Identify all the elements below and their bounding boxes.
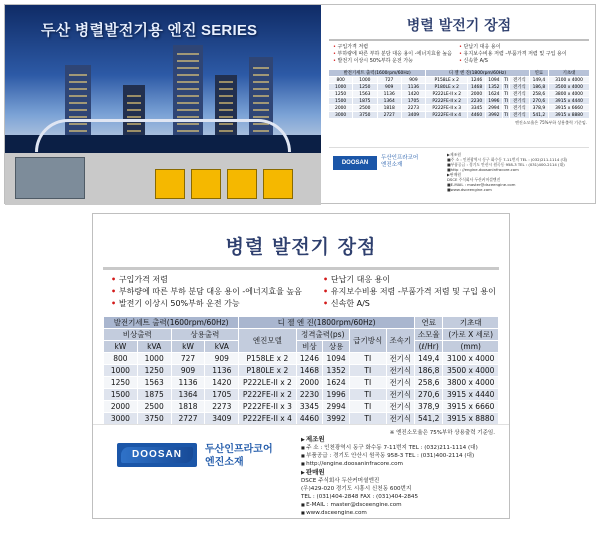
table-cell: 1250 (104, 377, 138, 389)
table-cell: P222FE-II x 2 (426, 98, 468, 105)
table-cell: P180LE x 2 (239, 365, 296, 377)
contact-line: DSCE 주식회사 두산커머셜엔진 (447, 177, 501, 182)
table-cell: 1364 (171, 389, 205, 401)
table-cell: 1246 (468, 77, 485, 84)
table-cell: 1246 (296, 353, 323, 365)
table-cell: P222FE-II x 2 (239, 389, 296, 401)
table-cell: 3100 x 4000 (443, 353, 499, 365)
table-cell: 전기식 (386, 353, 414, 365)
table-cell: 3100 x 4000 (549, 77, 590, 84)
table-cell: 3409 (401, 112, 425, 119)
table-cell: 2000 (296, 377, 323, 389)
table-cell: 2230 (296, 389, 323, 401)
mini-header: 연료 (529, 70, 548, 77)
table-cell: 2994 (485, 105, 502, 112)
company-name: 두산인프라코어 (205, 444, 273, 455)
company-name: 두산인프라코어 (381, 155, 419, 161)
features-list (93, 274, 509, 310)
table-cell: 3345 (468, 105, 485, 112)
table-cell: P222FE-II x 3 (239, 401, 296, 413)
table-cell: P158LE x 2 (426, 77, 468, 84)
mini-feature: • 유지보수비용 저렴 -부품가격 저렴 및 구입 용이 (459, 51, 585, 58)
maker-line: ■ 주 소 : 인천광역시 동구 화수동 7-11번지 TEL : (032)211-1114 (대) (301, 444, 501, 452)
table-cell: 1094 (323, 353, 350, 365)
table-cell: 3500 x 4000 (443, 365, 499, 377)
contact-line: ■www.dsceengine.com (447, 187, 492, 192)
table-cell: P180LE x 2 (426, 84, 468, 91)
table-cell: 1624 (323, 377, 350, 389)
table-cell: 1624 (485, 91, 502, 98)
table-cell: 전기식 (386, 365, 414, 377)
card-footer (93, 424, 509, 518)
table-row (329, 91, 590, 98)
table-cell: 1500 (104, 389, 138, 401)
contact-line: ▶판매원 (447, 172, 461, 177)
table-cell: TI (504, 91, 509, 97)
table-cell: 1000 (329, 84, 353, 91)
contact-line: ■E-MAIL : master@dsceengine.com (447, 182, 516, 187)
mini-header: 기초대 (549, 70, 590, 77)
mini-feature: • 구입가격 저렴 (333, 44, 459, 51)
table-row (329, 105, 590, 112)
table-cell: 3915 x 6660 (443, 401, 499, 413)
header-governor: 조속기 (386, 329, 414, 353)
table-cell: 3915 x 8880 (443, 413, 499, 425)
header-standby: 비상출력 (104, 329, 172, 341)
table-cell: 1420 (205, 377, 239, 389)
table-cell: 186,8 (529, 84, 548, 91)
table-cell: 1420 (401, 91, 425, 98)
table-cell: 1250 (353, 84, 377, 91)
table-cell: P222LE-II x 2 (239, 377, 296, 389)
table-cell: 149,4 (529, 77, 548, 84)
maker-heading: ▶ 제조원 (301, 435, 501, 444)
table-cell: 1996 (485, 98, 502, 105)
table-row (329, 84, 590, 91)
mini-header: 발전기세트 출력(1600rpm/60Hz) (329, 70, 426, 77)
header-diesel: 디 젤 엔 진(1800rpm/60Hz) (239, 317, 415, 329)
table-cell: 800 (104, 353, 138, 365)
mini-features (323, 44, 595, 65)
mini-note: 엔진소모율은 75%부하 상용출력 기준임. (515, 120, 587, 125)
logo-text: DOOSAN (132, 449, 182, 460)
table-cell: 3915 x 4440 (443, 389, 499, 401)
table-cell: 3750 (137, 413, 171, 425)
mini-feature: • 단납기 대응 용이 (459, 44, 585, 51)
table-cell: 1136 (205, 365, 239, 377)
table-cell: 2000 (329, 105, 353, 112)
table-cell: 2000 (468, 91, 485, 98)
table-cell: 1875 (137, 389, 171, 401)
table-cell: 전기식 (510, 98, 530, 105)
unit-fuel: (ℓ/Hr) (415, 341, 443, 353)
header-fuel-2: 소모율 (415, 329, 443, 341)
table-cell: P222FE-II x 4 (239, 413, 296, 425)
unit-kva: kVA (137, 341, 171, 353)
table-cell: 3000 (104, 413, 138, 425)
table-cell: 149,4 (415, 353, 443, 365)
header-fuel: 연료 (415, 317, 443, 329)
table-cell: 3915 x 8880 (549, 112, 590, 119)
table-cell: 1000 (104, 365, 138, 377)
table-row (104, 377, 499, 389)
table-cell: 2994 (323, 401, 350, 413)
table-cell: 1000 (137, 353, 171, 365)
table-cell: 186,8 (415, 365, 443, 377)
header-model: 엔진모델 (239, 329, 296, 353)
table-cell: 2727 (171, 413, 205, 425)
table-cell: 1996 (323, 389, 350, 401)
table-cell: TI (349, 365, 386, 377)
table-cell: 전기식 (386, 377, 414, 389)
table-cell: 258,6 (415, 377, 443, 389)
mini-spec-sheet (323, 5, 595, 205)
table-cell: 3915 x 4440 (549, 98, 590, 105)
division-name: 엔진소재 (205, 457, 244, 468)
seller-line: TEL : (031)404-2848 FAX : (031)404-2845 (301, 494, 419, 500)
contact-line: ■부품공급 : 경기도 안산시 원곡동 958-3 TEL : (031)400-2114 (대) (447, 162, 565, 167)
engine-room (5, 153, 321, 205)
top-banner (4, 4, 596, 204)
mini-header: 디 젤 엔 진(1800rpm/60Hz) (426, 70, 530, 77)
company-name-block (205, 443, 273, 469)
seller-heading: ▶ 판매원 (301, 468, 501, 477)
table-row (329, 112, 590, 119)
table-cell: 전기식 (510, 84, 530, 91)
table-cell: 378,9 (415, 401, 443, 413)
mini-company-name (381, 155, 418, 169)
table-cell: 1705 (205, 389, 239, 401)
page-title: 병렬 발전기 장점 (225, 236, 377, 258)
table-cell: 1364 (377, 98, 401, 105)
table-cell: 1563 (137, 377, 171, 389)
table-cell: 4460 (296, 413, 323, 425)
header-base: 기초대 (443, 317, 499, 329)
table-cell: TI (349, 377, 386, 389)
unit-kw: kW (171, 341, 205, 353)
mini-contact (447, 152, 567, 192)
table-cell: 270,6 (529, 98, 548, 105)
table-cell: P158LE x 2 (239, 353, 296, 365)
header-gen-set: 발전기세트 출력(1600rpm/60Hz) (104, 317, 239, 329)
mini-feature: • 부하량에 따른 부하 분담 대응 용이 -에너지효율 높음 (333, 51, 459, 58)
table-cell: 541,2 (415, 413, 443, 425)
contact-line: ■http : //engine.doosaninfracore.com (447, 167, 519, 172)
table-cell: 3409 (205, 413, 239, 425)
table-cell: 270,6 (415, 389, 443, 401)
table-cell: 909 (171, 365, 205, 377)
unit-kva: kVA (205, 341, 239, 353)
table-cell: 2500 (353, 105, 377, 112)
table-cell: 전기식 (510, 77, 530, 84)
contact-line: ■주 소 : 인천광역시 동구 화수동 7-11번지 TEL : (032)211-1114 (대) (447, 157, 568, 162)
photo-title: 두산 병렬발전기용 엔진 SERIES (41, 22, 258, 39)
table-cell: 3750 (353, 112, 377, 119)
table-cell: 1818 (171, 401, 205, 413)
mini-feature: • 발전기 이상시 50%부하 운전 가능 (333, 58, 459, 65)
table-cell: 1705 (401, 98, 425, 105)
contact-info (301, 435, 501, 517)
table-cell: 378,9 (529, 105, 548, 112)
website-link[interactable]: ■ http://engine.doosaninfracore.com (301, 460, 501, 468)
table-cell: TI (349, 353, 386, 365)
table-cell: P222FE-II x 4 (426, 112, 468, 119)
feature-item: • 부하량에 따른 부하 분담 대응 용이 -에너지효율 높음 (111, 286, 323, 298)
feature-item: • 발전기 이상시 50%부하 운전 가능 (111, 298, 323, 310)
table-cell: 3500 x 4000 (549, 84, 590, 91)
table-cell: 1875 (353, 98, 377, 105)
table-cell: 3345 (296, 401, 323, 413)
table-cell: 전기식 (510, 91, 530, 98)
unit-kw: kW (104, 341, 138, 353)
feature-item: • 구입가격 저렴 (111, 274, 323, 286)
table-cell: 3800 x 4000 (549, 91, 590, 98)
header-prime: 상용출력 (171, 329, 239, 341)
table-cell: 2727 (377, 112, 401, 119)
table-cell: 전기식 (510, 105, 530, 112)
table-cell: 727 (171, 353, 205, 365)
mini-feature: • 신속한 A/S (459, 58, 585, 65)
seller-name: DSCE 주식회사 두산커머셜엔진 (301, 478, 380, 484)
table-row (329, 77, 590, 84)
spec-table (103, 316, 499, 425)
header-base-2: (가로 X 세로) (443, 329, 499, 341)
contact-line: ▶제조원 (447, 152, 461, 157)
table-cell: P222FE-II x 3 (426, 105, 468, 112)
header-intake: 급기방식 (349, 329, 386, 353)
table-cell: TI (349, 389, 386, 401)
table-cell: 909 (205, 353, 239, 365)
table-row (104, 413, 499, 425)
division-name: 엔진소재 (381, 162, 403, 168)
spec-card (92, 213, 510, 519)
table-row (104, 389, 499, 401)
table-cell: 800 (329, 77, 353, 84)
mini-spec-table (328, 69, 590, 119)
table-cell: TI (504, 112, 509, 118)
table-cell: 1000 (353, 77, 377, 84)
table-cell: 3000 (329, 112, 353, 119)
email-link[interactable]: ■ E-MAIL : master@dsceengine.com (301, 501, 501, 509)
header-engine-rating: 정격출력(ps) (296, 329, 349, 341)
table-cell: 3915 x 6660 (549, 105, 590, 112)
table-cell: 2500 (137, 401, 171, 413)
table-cell: 4460 (468, 112, 485, 119)
feature-item: • 단납기 대응 용이 (323, 274, 513, 286)
table-cell: 258,6 (529, 91, 548, 98)
seller-line: (우)429-020 경기도 시흥시 신천동 600번지 (301, 486, 412, 492)
divider (329, 39, 589, 41)
table-cell: 전기식 (386, 401, 414, 413)
header-e-prime: 상용 (323, 341, 350, 353)
feature-item: • 신속한 A/S (323, 298, 513, 310)
table-cell: P222LE-II x 2 (426, 91, 468, 98)
table-cell: 909 (377, 84, 401, 91)
table-cell: 1250 (137, 365, 171, 377)
table-cell: 2230 (468, 98, 485, 105)
table-cell: 1136 (377, 91, 401, 98)
feature-item: • 유지보수비용 저렴 -부품가격 저렴 및 구입 용이 (323, 286, 513, 298)
table-cell: 1094 (485, 77, 502, 84)
table-cell: 2273 (205, 401, 239, 413)
mini-footer (329, 147, 589, 201)
table-note: ※ 엔진소모율은 75%부하 상용출력 기준임. (93, 428, 509, 436)
table-cell: 1468 (468, 84, 485, 91)
table-cell: 541,2 (529, 112, 548, 119)
table-row (104, 401, 499, 413)
website-link[interactable]: ■ www.dsceengine.com (301, 509, 501, 517)
table-cell: 3992 (323, 413, 350, 425)
table-cell: TI (349, 401, 386, 413)
table-cell: 1136 (401, 84, 425, 91)
table-cell: 2000 (104, 401, 138, 413)
table-row (329, 98, 590, 105)
table-cell: 2273 (401, 105, 425, 112)
table-cell: 1818 (377, 105, 401, 112)
table-cell: 3800 x 4000 (443, 377, 499, 389)
table-cell: 1250 (329, 91, 353, 98)
city-engine-photo (5, 5, 321, 205)
table-cell: 909 (401, 77, 425, 84)
table-cell: 전기식 (510, 112, 530, 119)
table-cell: 1500 (329, 98, 353, 105)
table-cell: 1352 (323, 365, 350, 377)
table-cell: 전기식 (386, 389, 414, 401)
table-cell: 1563 (353, 91, 377, 98)
doosan-logo: DOOSAN (333, 156, 377, 170)
unit-base: (mm) (443, 341, 499, 353)
table-cell: TI (349, 413, 386, 425)
table-cell: 전기식 (386, 413, 414, 425)
table-cell: TI (504, 105, 509, 111)
table-cell: TI (504, 77, 509, 83)
table-cell: TI (504, 84, 509, 90)
table-cell: 1468 (296, 365, 323, 377)
table-row (104, 353, 499, 365)
table-row (104, 365, 499, 377)
table-cell: 3992 (485, 112, 502, 119)
mini-title: 병렬 발전기 장점 (406, 18, 512, 34)
table-cell: 727 (377, 77, 401, 84)
doosan-logo (117, 443, 197, 467)
header-e-standby: 비상 (296, 341, 323, 353)
table-cell: TI (504, 98, 509, 104)
table-cell: 1352 (485, 84, 502, 91)
maker-line: ■ 부품공급 : 경기도 안산시 원곡동 958-3 TEL : (031)400-2114 (대) (301, 452, 501, 460)
divider (103, 267, 499, 270)
table-cell: 1136 (171, 377, 205, 389)
spec-table-body (104, 353, 499, 425)
